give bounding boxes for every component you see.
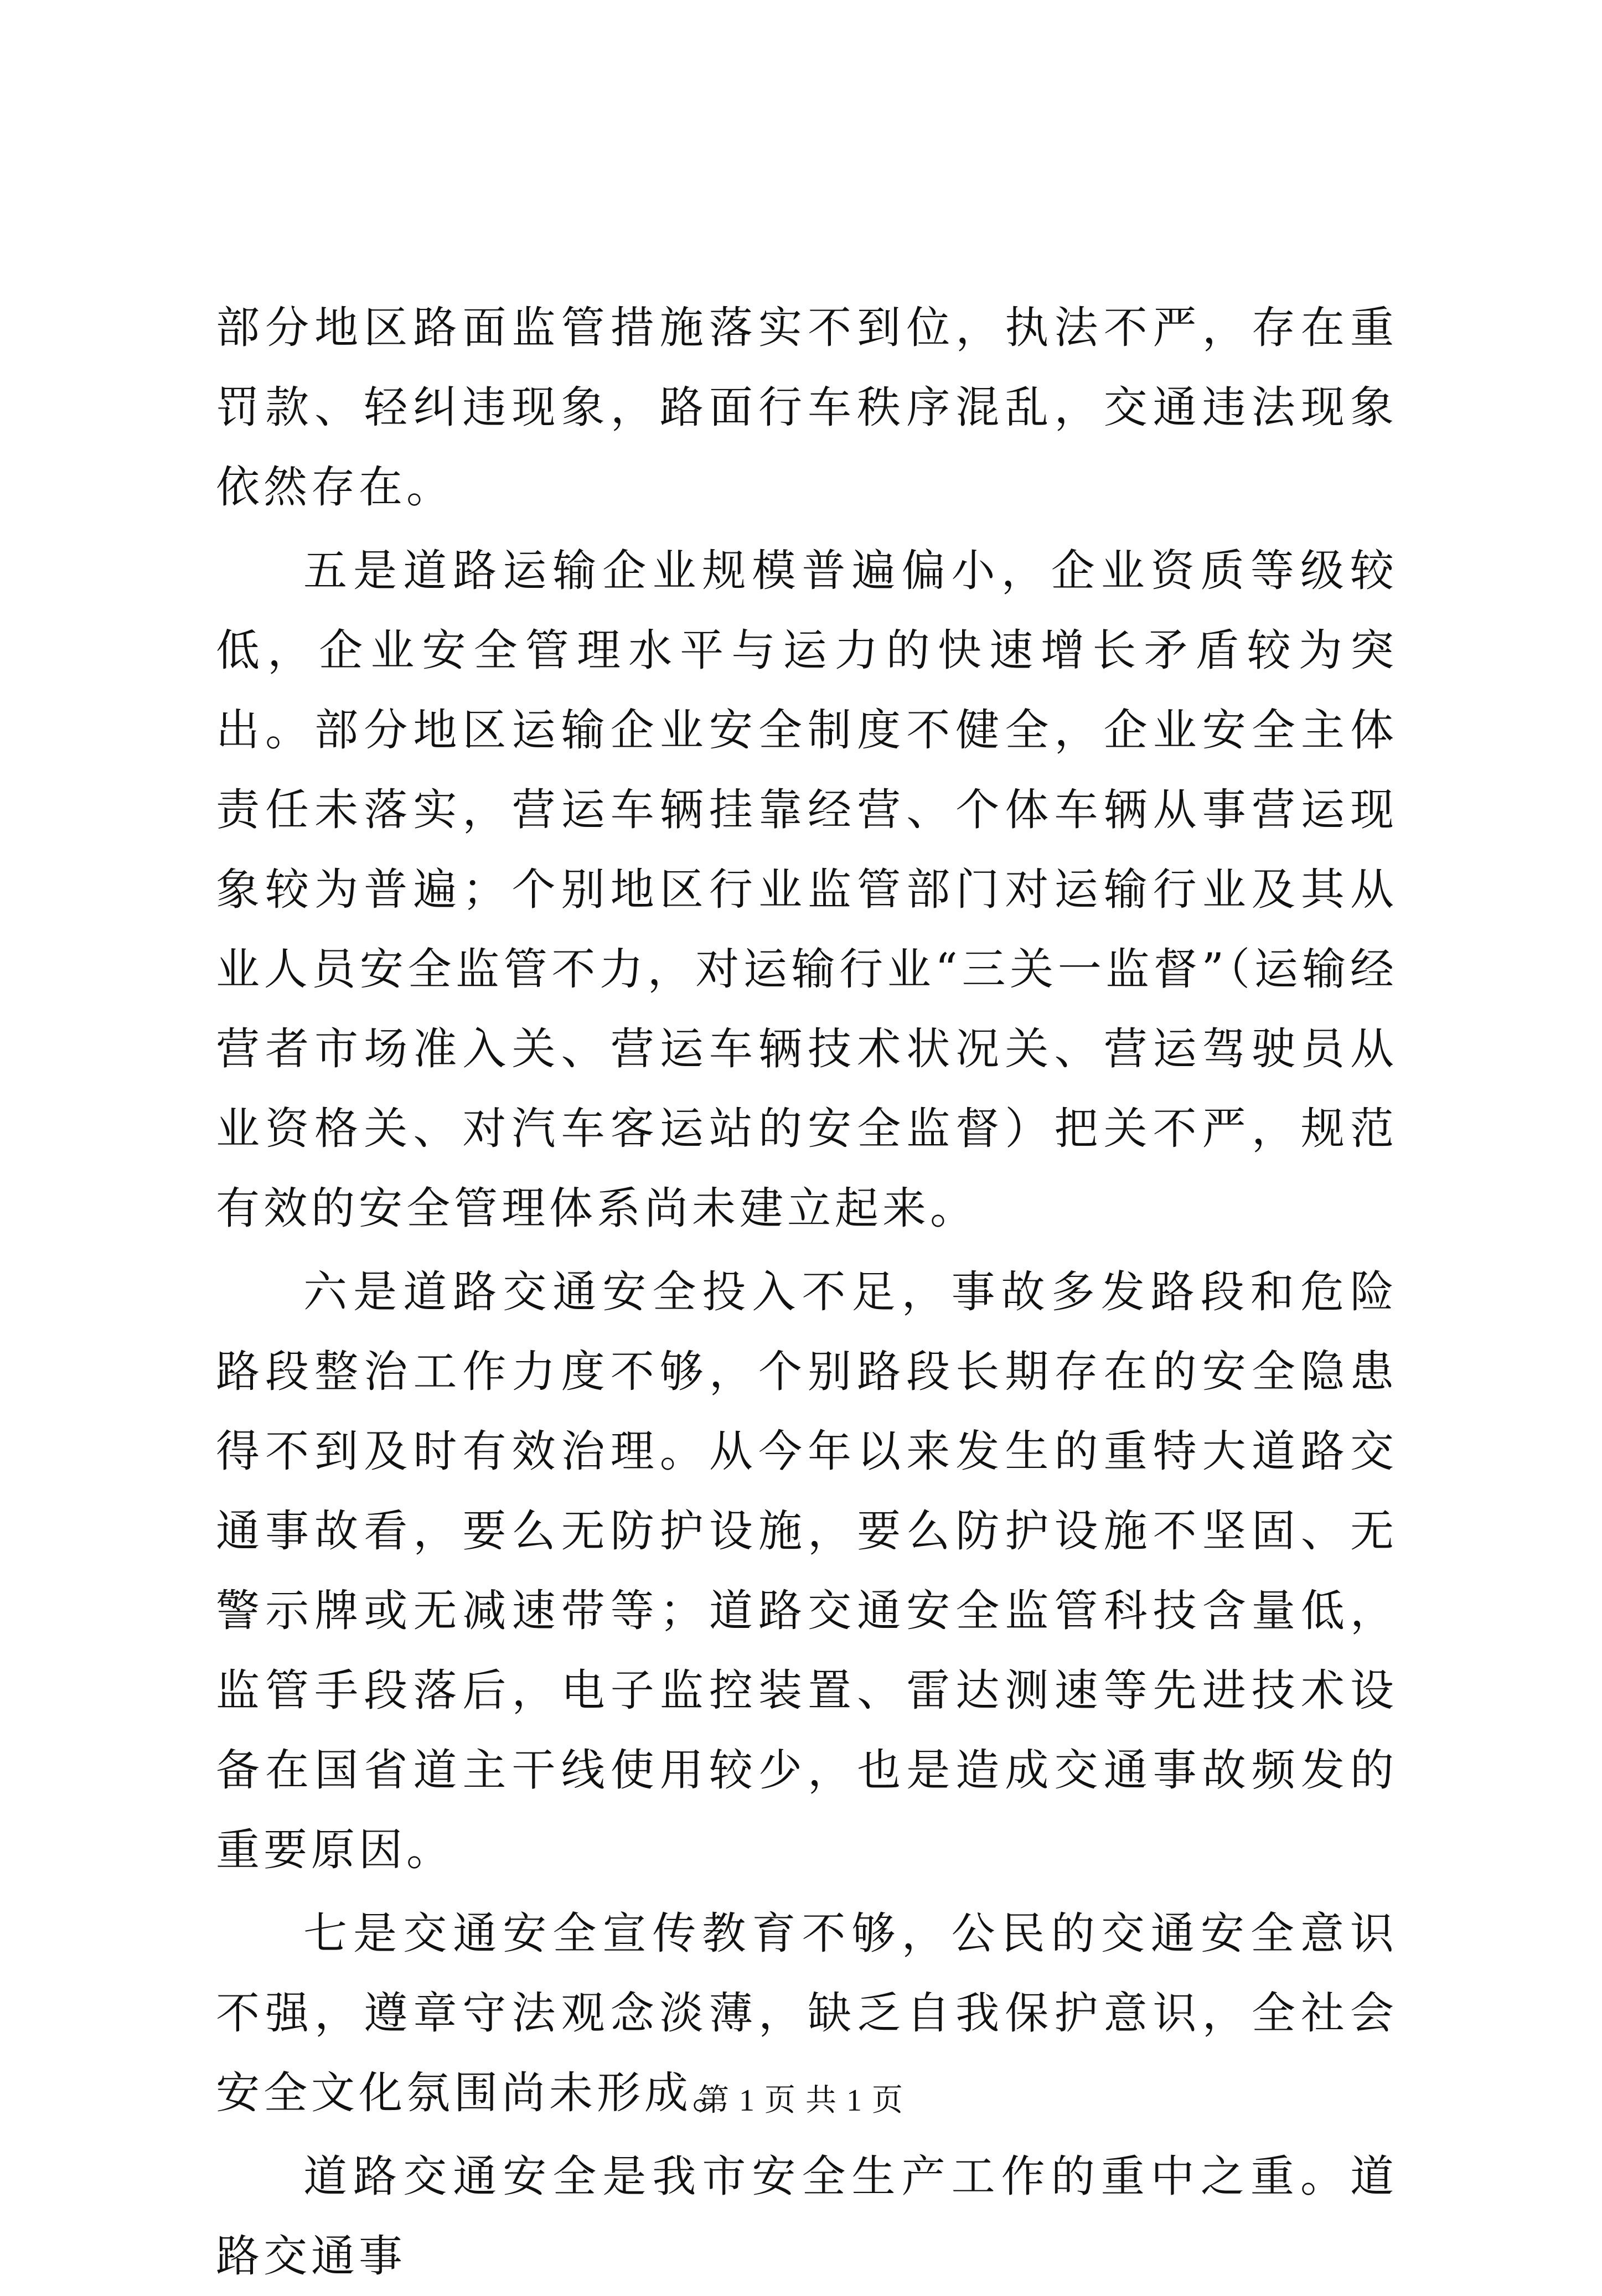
paragraph-point-five: 五是道路运输企业规模普遍偏小，企业资质等级较低，企业安全管理水平与运力的快速增长矛盾较为突出。部分地区运输企业安全制度不健全，企业安全主体责任未落实，营运车辆挂靠经营、个体车辆从事营运现象较为普遍；个别地区行业监管部门对运输行业及其从业人员安全监管不力，对运输行业“三关一监督”（运输经营者市场准入关、营运车辆技术状况关、营运驾驶员从业资格关、对汽车客运站的安全监督）把关不严，规范有效的安全管理体系尚未建立起来。: [216, 545, 1398, 1234]
document-body: [216, 288, 1398, 2296]
paragraph-point-six: 六是道路交通安全投入不足，事故多发路段和危险路段整治工作力度不够，个别路段长期存在的安全隐患得不到及时有效治理。从今年以来发生的重特大道路交通事故看，要么无防护设施，要么防护设施不坚固、无警示牌或无减速带等；道路交通安全监管科技含量低，监管手段落后，电子监控装置、雷达测速等先进技术设备在国省道主干线使用较少，也是造成交通事故频发的重要原因。: [216, 1266, 1398, 1875]
paragraph-conclusion: 道路交通安全是我市安全生产工作的重中之重。道路交通事: [216, 2151, 1398, 2282]
paragraph-continued: 部分地区路面监管措施落实不到位，执法不严，存在重罚款、轻纠违现象，路面行车秩序混乱，交通违法现象依然存在。: [216, 302, 1398, 513]
paragraph-point-seven: 七是交通安全宣传教育不够，公民的交通安全意识不强，遵章守法观念淡薄，缺乏自我保护意识，全社会安全文化氛围尚未形成。: [216, 1908, 1398, 2118]
page-footer: 第 1 页 共 1 页: [698, 2083, 904, 2118]
